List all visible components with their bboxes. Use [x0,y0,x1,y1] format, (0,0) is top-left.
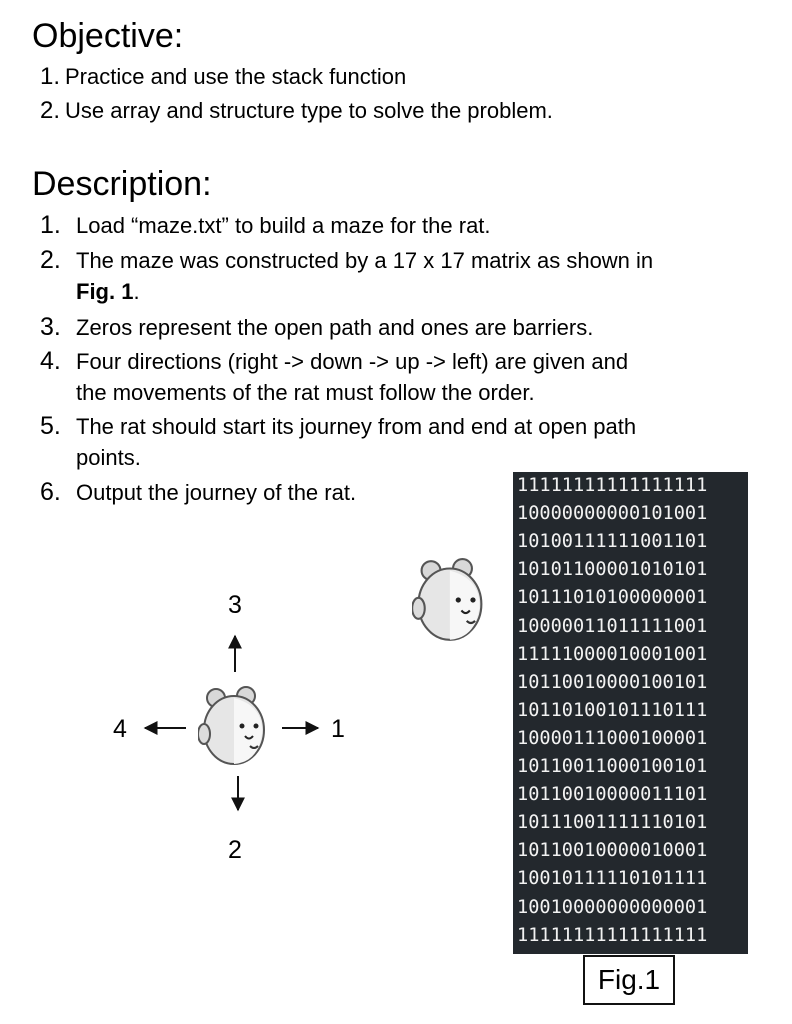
maze-row: 11111000010001001 [517,643,708,665]
item-number: 4. [40,347,61,375]
maze-row: 10000011011111001 [517,615,708,637]
maze-row: 10010000000000001 [517,896,708,918]
maze-row: 10110010000010001 [517,840,708,862]
maze-matrix [513,472,748,954]
maze-row: 10110100101110111 [517,699,708,721]
item-text: Output the journey of the rat. [76,480,357,505]
maze-row: 10110010000100101 [517,671,708,693]
direction-down-number: 2 [228,836,242,864]
maze-row: 10000000000101001 [517,503,708,525]
maze-row: 10000111000100001 [517,727,708,749]
item-text-line-2: points. [76,445,141,470]
maze-row: 10101100001010101 [517,559,708,581]
item-number: 5. [40,412,61,440]
item-number: 6. [40,478,61,506]
maze-row: 10110011000100101 [517,756,708,777]
item-text: The maze was constructed by a 17 x 17 matrix as shown in [76,248,654,273]
rat-icon-large [412,558,492,644]
maze-row: 11111111111111111 [517,924,708,946]
item-text-punct: . [133,279,140,304]
item-number: 1. [40,211,61,239]
direction-right-number: 1 [331,715,345,743]
item-text: Use array and structure type to solve the problem. [65,98,553,123]
maze-row: 10111010100000001 [517,587,708,609]
item-number: 2. [40,246,61,274]
description-heading: Description: [32,165,212,203]
item-text: Zeros represent the open path and ones are barriers. [76,315,594,340]
direction-left-number: 4 [113,715,127,743]
maze-row: 11111111111111111 [517,475,708,496]
objective-heading: Objective: [32,17,184,55]
item-text: Load “maze.txt” to build a maze for the rat. [76,213,491,238]
item-text: The rat should start its journey from and end at open path [76,414,637,439]
item-number: 2. [40,97,61,124]
maze-row: 10110010000011101 [517,784,708,806]
fig-reference: Fig. 1 [76,279,134,304]
maze-row: 10010111110101111 [517,868,708,890]
item-number: 1. [40,63,61,90]
maze-row: 10111001111110101 [517,812,708,834]
item-text: Practice and use the stack function [65,64,407,89]
rat-icon [198,686,274,768]
maze-row: 10100111111001101 [517,531,708,553]
figure-caption: Fig.1 [583,955,675,1005]
item-text-line-2: the movements of the rat must follow the order. [76,380,535,405]
direction-up-number: 3 [228,591,242,619]
item-text: Four directions (right -> down -> up -> left) are given and [76,349,629,374]
item-number: 3. [40,313,61,341]
